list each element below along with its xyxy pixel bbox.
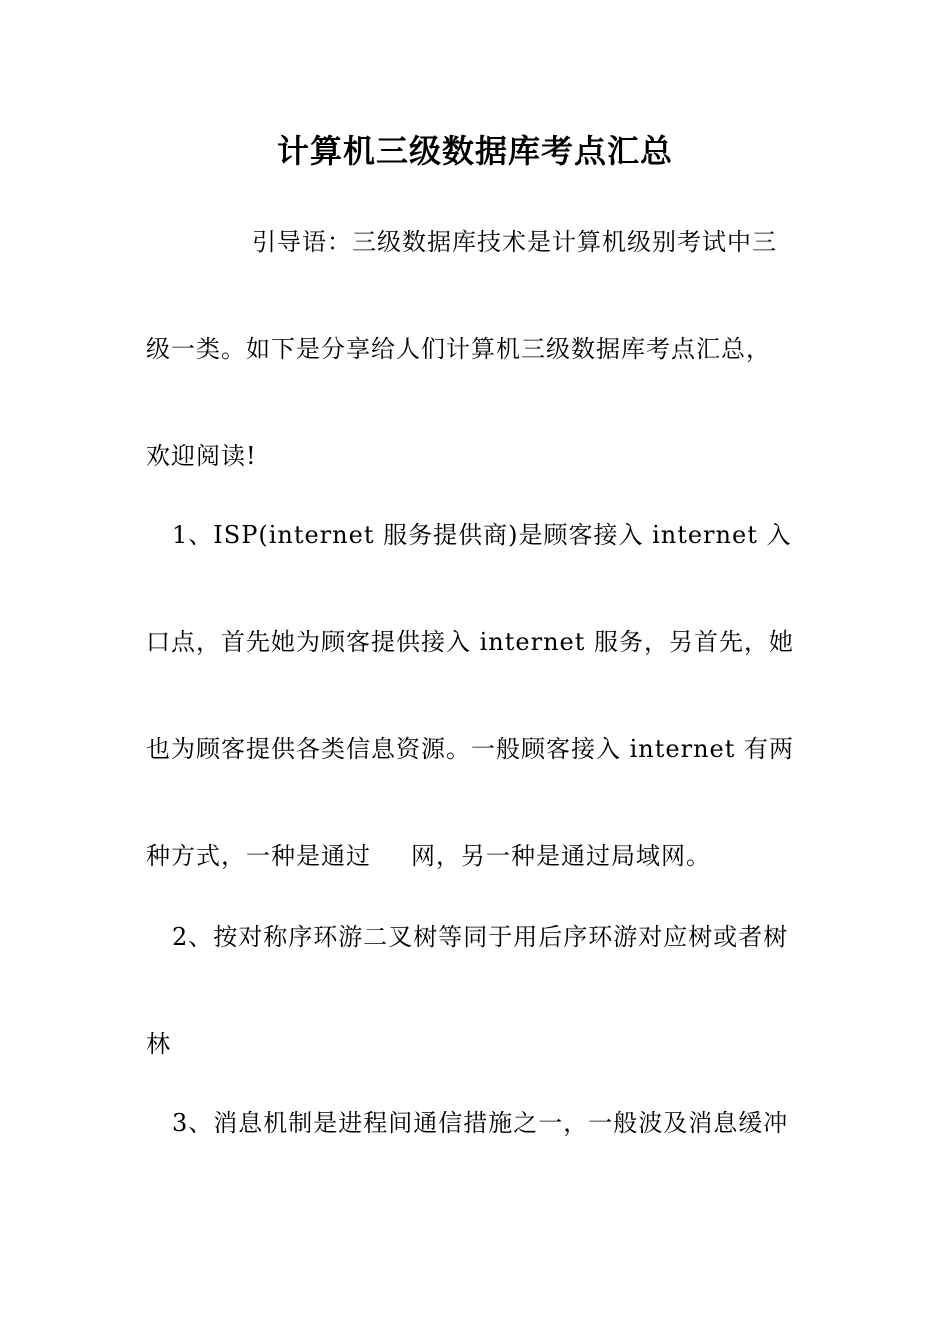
document-title: 计算机三级数据库考点汇总 [276,132,673,170]
item-2-line-1: 2、按对称序环游二叉树等同于用后序环游对应树或者树 [172,923,789,951]
intro-line-2: 级一类。如下是分享给人们计算机三级数据库考点汇总， [146,335,771,363]
item-3-line-1: 3、消息机制是进程间通信措施之一，一般波及消息缓冲 [172,1109,789,1137]
item-1-line-3: 也为顾客提供各类信息资源。一般顾客接入 internet 有两 [146,735,795,763]
item-1-line-1: 1、ISP(internet 服务提供商)是顾客接入 internet 入 [172,521,792,549]
item-1-line-2: 口点，首先她为顾客提供接入 internet 服务，另首先，她 [146,628,795,656]
item-1-line-4 [146,840,816,872]
intro-line-1: 引导语：三级数据库技术是计算机级别考试中三 [252,228,777,256]
item-2-line-2: 林 [146,1030,171,1058]
item-1-line-4-part-b: 网，另一种是通过局域网。 [411,842,711,870]
item-1-line-4-part-a: 种方式，一种是通过 [146,842,371,870]
intro-line-3: 欢迎阅读! [146,442,257,470]
